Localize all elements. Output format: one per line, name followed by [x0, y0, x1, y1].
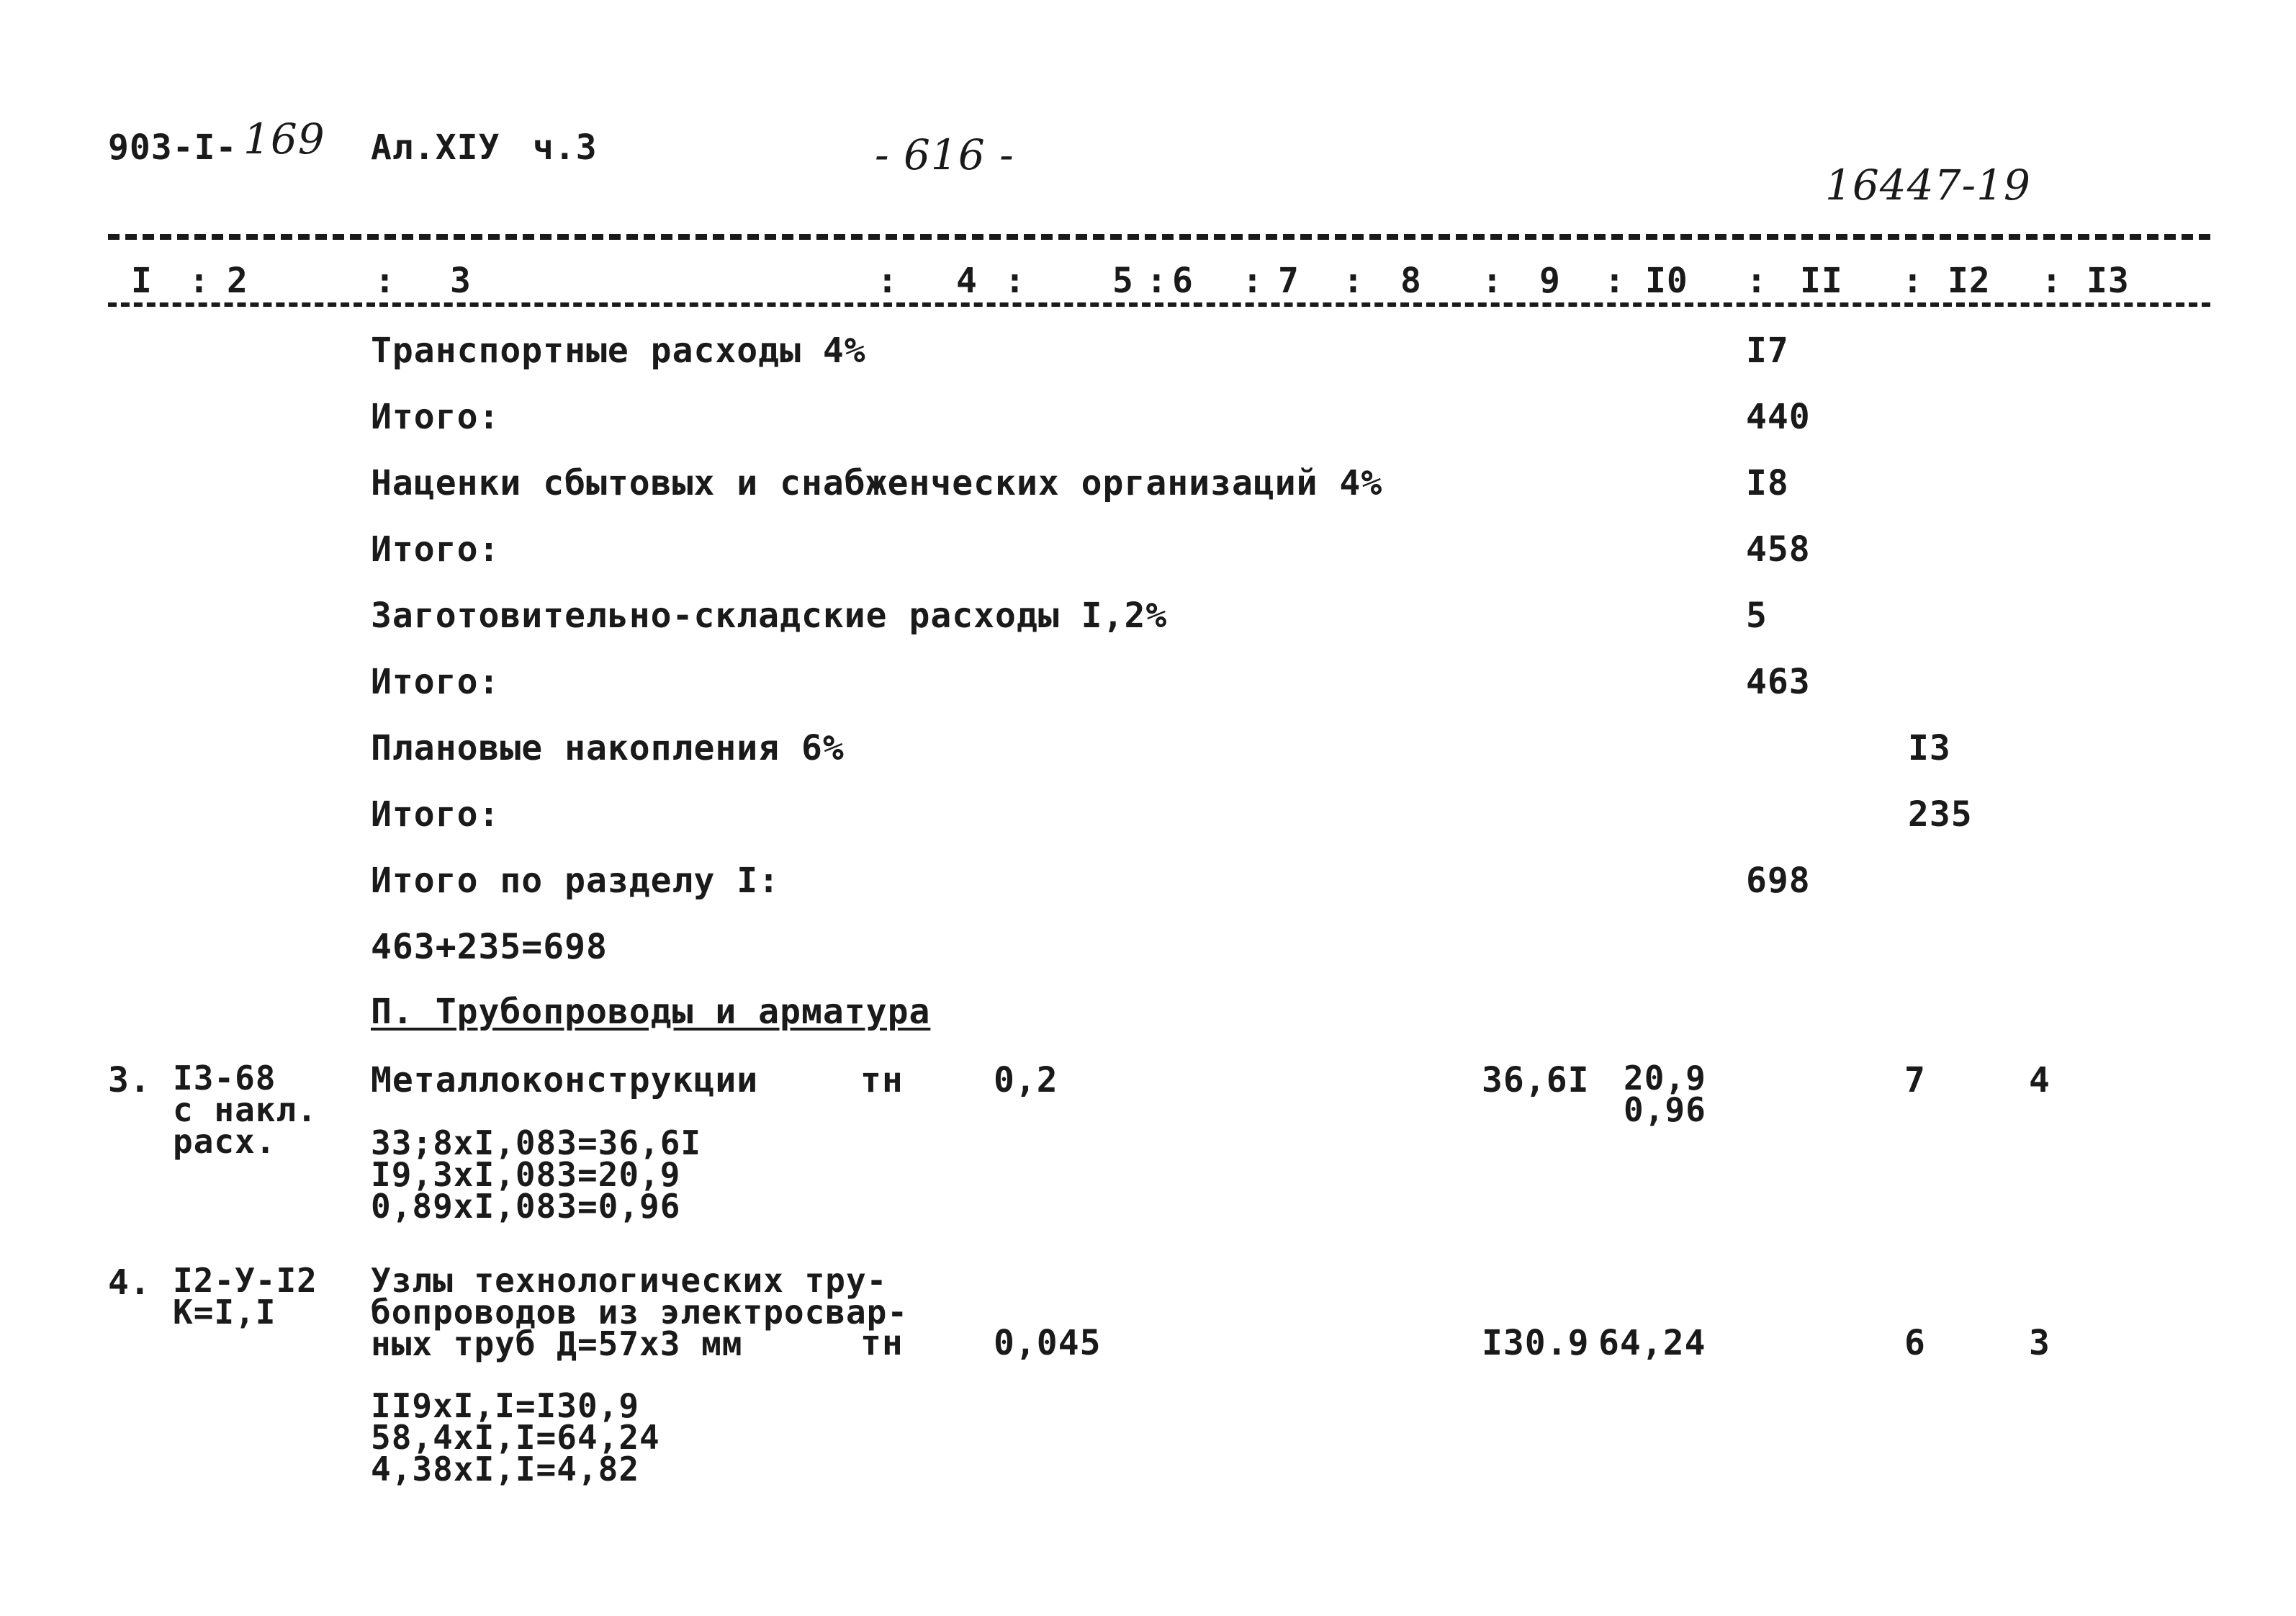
item-number: 3. [108, 1060, 151, 1100]
item-col9-value: I30.9 [1482, 1323, 1590, 1363]
summary-label-planned-savings: Плановые накопления 6% [371, 728, 845, 768]
item-col12-value: 6 [1904, 1323, 1926, 1363]
column-separator: : [1242, 261, 1264, 301]
item-calc-line: 0,89xI,083=0,96 [371, 1187, 681, 1226]
item-code-line: с накл. [173, 1090, 318, 1129]
part-label: ч.3 [533, 127, 598, 168]
item-name-line: ных труб Д=57х3 мм [371, 1324, 743, 1363]
section-title: П. Трубопроводы и арматура [371, 992, 931, 1032]
summary-value-subtotal: 463 [1746, 662, 1811, 702]
item-col10-value: 64,24 [1598, 1323, 1706, 1363]
column-separator: : [1004, 261, 1026, 301]
item-code-line: К=I,I [173, 1293, 276, 1332]
item-col9-value: 36,6I [1482, 1060, 1590, 1100]
column-header-11: II [1800, 261, 1843, 301]
column-header-7: 7 [1278, 261, 1300, 301]
summary-value-warehouse: 5 [1746, 596, 1768, 636]
item-calc-line: II9xI,I=I30,9 [371, 1386, 640, 1425]
column-header-6: 6 [1172, 261, 1194, 301]
item-col10-value: 0,96 [1624, 1090, 1706, 1129]
item-calc-line: 58,4xI,I=64,24 [371, 1418, 660, 1457]
column-separator: : [1343, 261, 1364, 301]
doc-number: 169 [243, 115, 325, 163]
summary-label-markup: Наценки сбытовых и снабженческих организаций 4% [371, 463, 1383, 503]
summary-value-section-total: 698 [1746, 861, 1811, 901]
item-code-line: расх. [173, 1122, 276, 1161]
album-label: Ал.XIУ [371, 127, 500, 168]
column-header-10: I0 [1645, 261, 1688, 301]
column-header-12: I2 [1948, 261, 1991, 301]
summary-label-transport: Транспортные расходы 4% [371, 331, 866, 371]
column-header-3: 3 [450, 261, 472, 301]
summary-value-subtotal: 235 [1908, 794, 1973, 835]
column-header-5: 5 [1112, 261, 1134, 301]
column-separator: : [1146, 261, 1168, 301]
column-header-9: 9 [1539, 261, 1561, 301]
column-separator: : [1604, 261, 1626, 301]
summary-label-subtotal: Итого: [371, 662, 500, 702]
column-separator: : [189, 261, 210, 301]
item-calc-line: 33;8xI,083=36,6I [371, 1123, 702, 1162]
item-calc-line: I9,3xI,083=20,9 [371, 1155, 681, 1194]
item-name-line: бопроводов из электросвар- [371, 1293, 909, 1332]
item-unit: тн [860, 1323, 904, 1363]
column-header-rule [108, 302, 2210, 307]
item-quantity: 0,2 [994, 1060, 1058, 1100]
column-header-13: I3 [2086, 261, 2130, 301]
column-header-8: 8 [1400, 261, 1422, 301]
item-name-line: Узлы технологических тру- [371, 1261, 888, 1300]
column-separator: : [1482, 261, 1503, 301]
stamp-number: 16447-19 [1825, 161, 2031, 210]
summary-calculation: 463+235=698 [371, 927, 608, 967]
page-number: - 616 - [875, 130, 1014, 179]
summary-value-subtotal: 440 [1746, 397, 1811, 437]
item-name: Металлоконструкции [371, 1060, 759, 1100]
item-code-line: I2-У-I2 [173, 1261, 318, 1300]
summary-label-section-total: Итого по разделу I: [371, 861, 780, 901]
column-separator: : [1902, 261, 1924, 301]
summary-value-transport: I7 [1746, 331, 1789, 371]
summary-label-subtotal: Итого: [371, 529, 500, 570]
item-col12-value: 7 [1904, 1060, 1926, 1100]
summary-label-subtotal: Итого: [371, 397, 500, 437]
column-separator: : [2041, 261, 2063, 301]
top-dashed-rule [108, 234, 2210, 240]
doc-prefix: 903-I- [108, 127, 238, 168]
column-separator: : [1746, 261, 1768, 301]
item-calc-line: 4,38xI,I=4,82 [371, 1450, 640, 1489]
summary-value-subtotal: 458 [1746, 529, 1811, 570]
item-col13-value: 3 [2029, 1323, 2050, 1363]
column-separator: : [374, 261, 396, 301]
column-header-4: 4 [956, 261, 978, 301]
item-quantity: 0,045 [994, 1323, 1102, 1363]
item-unit: тн [860, 1060, 904, 1100]
summary-label-warehouse: Заготовительно-складские расходы I,2% [371, 596, 1168, 636]
column-header-1: I [131, 261, 153, 301]
item-col10-value: 20,9 [1624, 1059, 1706, 1097]
column-header-2: 2 [227, 261, 248, 301]
summary-label-subtotal: Итого: [371, 794, 500, 835]
column-separator: : [877, 261, 899, 301]
summary-value-planned-savings: I3 [1908, 728, 1951, 768]
summary-value-markup: I8 [1746, 463, 1789, 503]
item-number: 4. [108, 1262, 151, 1303]
item-code-line: I3-68 [173, 1059, 276, 1097]
item-col13-value: 4 [2029, 1060, 2050, 1100]
